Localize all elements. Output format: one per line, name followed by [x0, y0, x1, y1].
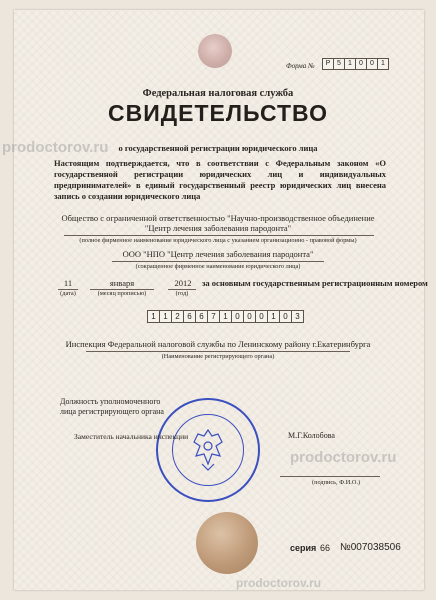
form-code-cell: Р [322, 58, 334, 70]
form-code-cell: 5 [333, 58, 345, 70]
day-caption: (дата) [60, 290, 76, 297]
ogrn-digit: 2 [171, 310, 184, 323]
registration-month: января [109, 278, 135, 288]
ogrn-digit: 1 [147, 310, 160, 323]
registering-authority: Инспекция Федеральной налоговой службы по Ленинскому району г.Екатеринбурга [65, 339, 371, 349]
organization-full-name-line: Общество с ограниченной ответственностью "Научно-производственное объединение [61, 213, 375, 223]
agency-name: Федеральная налоговая служба [142, 88, 294, 99]
ogrn-digit: 7 [207, 310, 220, 323]
eagle-icon [158, 400, 258, 500]
watermark-text: prodoctorov.ru [2, 139, 109, 156]
signer-name: М.Г.Колобова [288, 431, 335, 440]
signer-title: Заместитель начальника инспекции [74, 432, 189, 441]
watermark-text: prodoctorov.ru [236, 576, 322, 590]
state-emblem-icon [198, 34, 232, 68]
ogrn-digit: 1 [267, 310, 280, 323]
authorized-person-line: Должность уполномоченного [60, 397, 161, 406]
organization-full-name [0, 213, 436, 233]
official-stamp-icon [156, 398, 260, 502]
year-caption: (год) [175, 290, 189, 297]
signature-caption: (подпись, Ф.И.О.) [312, 479, 361, 486]
form-code-cells [323, 58, 389, 70]
ogrn-cells [148, 310, 304, 323]
ogrn-digit: 1 [159, 310, 172, 323]
ogrn-digit: 0 [255, 310, 268, 323]
form-number-label: Форма № [286, 62, 315, 70]
ogrn-digit: 0 [231, 310, 244, 323]
month-caption: (месяц прописью) [97, 290, 147, 297]
short-name-caption: (сокращенное фирменное наименование юридического лица) [135, 263, 301, 270]
underline [86, 351, 350, 352]
full-name-caption: (полное фирменное наименование юридического лица с указанием организационно - правовой формы) [79, 237, 357, 244]
ogrn-digit: 0 [279, 310, 292, 323]
underline [64, 235, 374, 236]
series-number: 66 [320, 543, 331, 553]
authorized-person-line: лица регистрирующего органа [60, 407, 164, 416]
ogrn-label: за основным государственным регистрационным номером [202, 278, 428, 288]
serial-number: №007038506 [340, 542, 401, 553]
certificate-subtitle: о государственной регистрации юридического лица [118, 143, 318, 153]
ogrn-digit: 3 [291, 310, 304, 323]
form-code-cell: 0 [366, 58, 378, 70]
registration-day: 11 [63, 278, 73, 288]
form-code-cell: 1 [344, 58, 356, 70]
series-label: серия [290, 543, 317, 553]
ogrn-digit: 1 [219, 310, 232, 323]
hologram-seal-icon [196, 512, 258, 574]
authorized-person-label [60, 397, 164, 417]
form-code-cell: 0 [355, 58, 367, 70]
certificate-title: СВИДЕТЕЛЬСТВО [108, 100, 328, 126]
organization-full-name-line: "Центр лечения заболевания пародонта" [144, 223, 292, 233]
ogrn-digit: 0 [243, 310, 256, 323]
underline [280, 476, 380, 477]
underline [112, 261, 324, 262]
form-code-cell: 1 [377, 58, 389, 70]
ogrn-digit: 6 [195, 310, 208, 323]
organization-short-name: ООО "НПО "Центр лечения заболевания пародонта" [122, 249, 314, 259]
registration-year: 2012 [174, 278, 192, 288]
ogrn-digit: 6 [183, 310, 196, 323]
watermark-text: prodoctorov.ru [290, 449, 397, 466]
certification-statement: Настоящим подтверждается, что в соответствии с Федеральным законом «О государственной регистрации юридических лиц и индивидуальных предпринимателей» в единый государственный реестр юридических лиц внесена запись о создании юридического лица [54, 158, 386, 201]
authority-caption: (Наименование регистрирующего органа) [161, 353, 275, 360]
